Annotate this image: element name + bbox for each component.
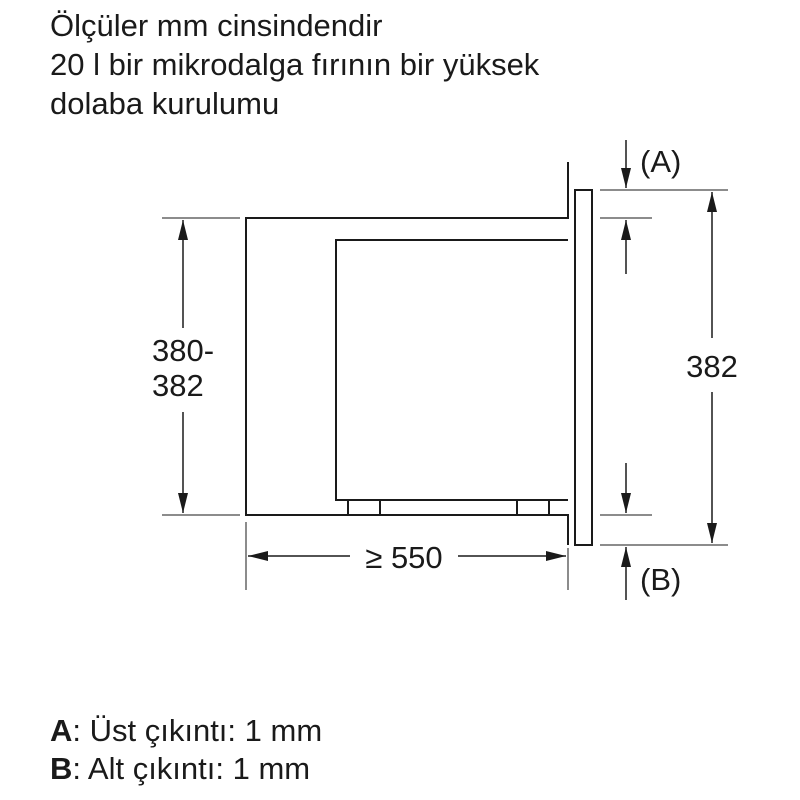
header-line-1: Ölçüler mm cinsindendir [50, 8, 383, 43]
legend-key-b: B [50, 751, 73, 786]
projection-b-label: (B) [640, 562, 682, 597]
legend-row-b [50, 750, 322, 788]
cabinet-niche-outline [246, 162, 568, 545]
legend-key-a: A [50, 713, 73, 748]
height-label-bottom: 382 [152, 368, 204, 403]
depth-label: ≥ 550 [365, 540, 443, 575]
height-label-top: 380- [152, 333, 215, 368]
legend-text-a: : Üst çıkıntı: 1 mm [72, 713, 323, 748]
legend [50, 712, 322, 788]
microwave-body [336, 240, 568, 500]
front-height-label: 382 [686, 349, 738, 384]
projection-a-label: (A) [640, 144, 682, 179]
microwave-foot-right [517, 500, 549, 515]
legend-row-a [50, 712, 322, 750]
legend-text-b: : Alt çıkıntı: 1 mm [72, 751, 311, 786]
header-line-2: 20 l bir mikrodalga fırının bir yüksek [50, 47, 540, 82]
microwave-front-panel [575, 190, 592, 545]
header-line-3: dolaba kurulumu [50, 86, 280, 121]
microwave-foot-left [348, 500, 380, 515]
